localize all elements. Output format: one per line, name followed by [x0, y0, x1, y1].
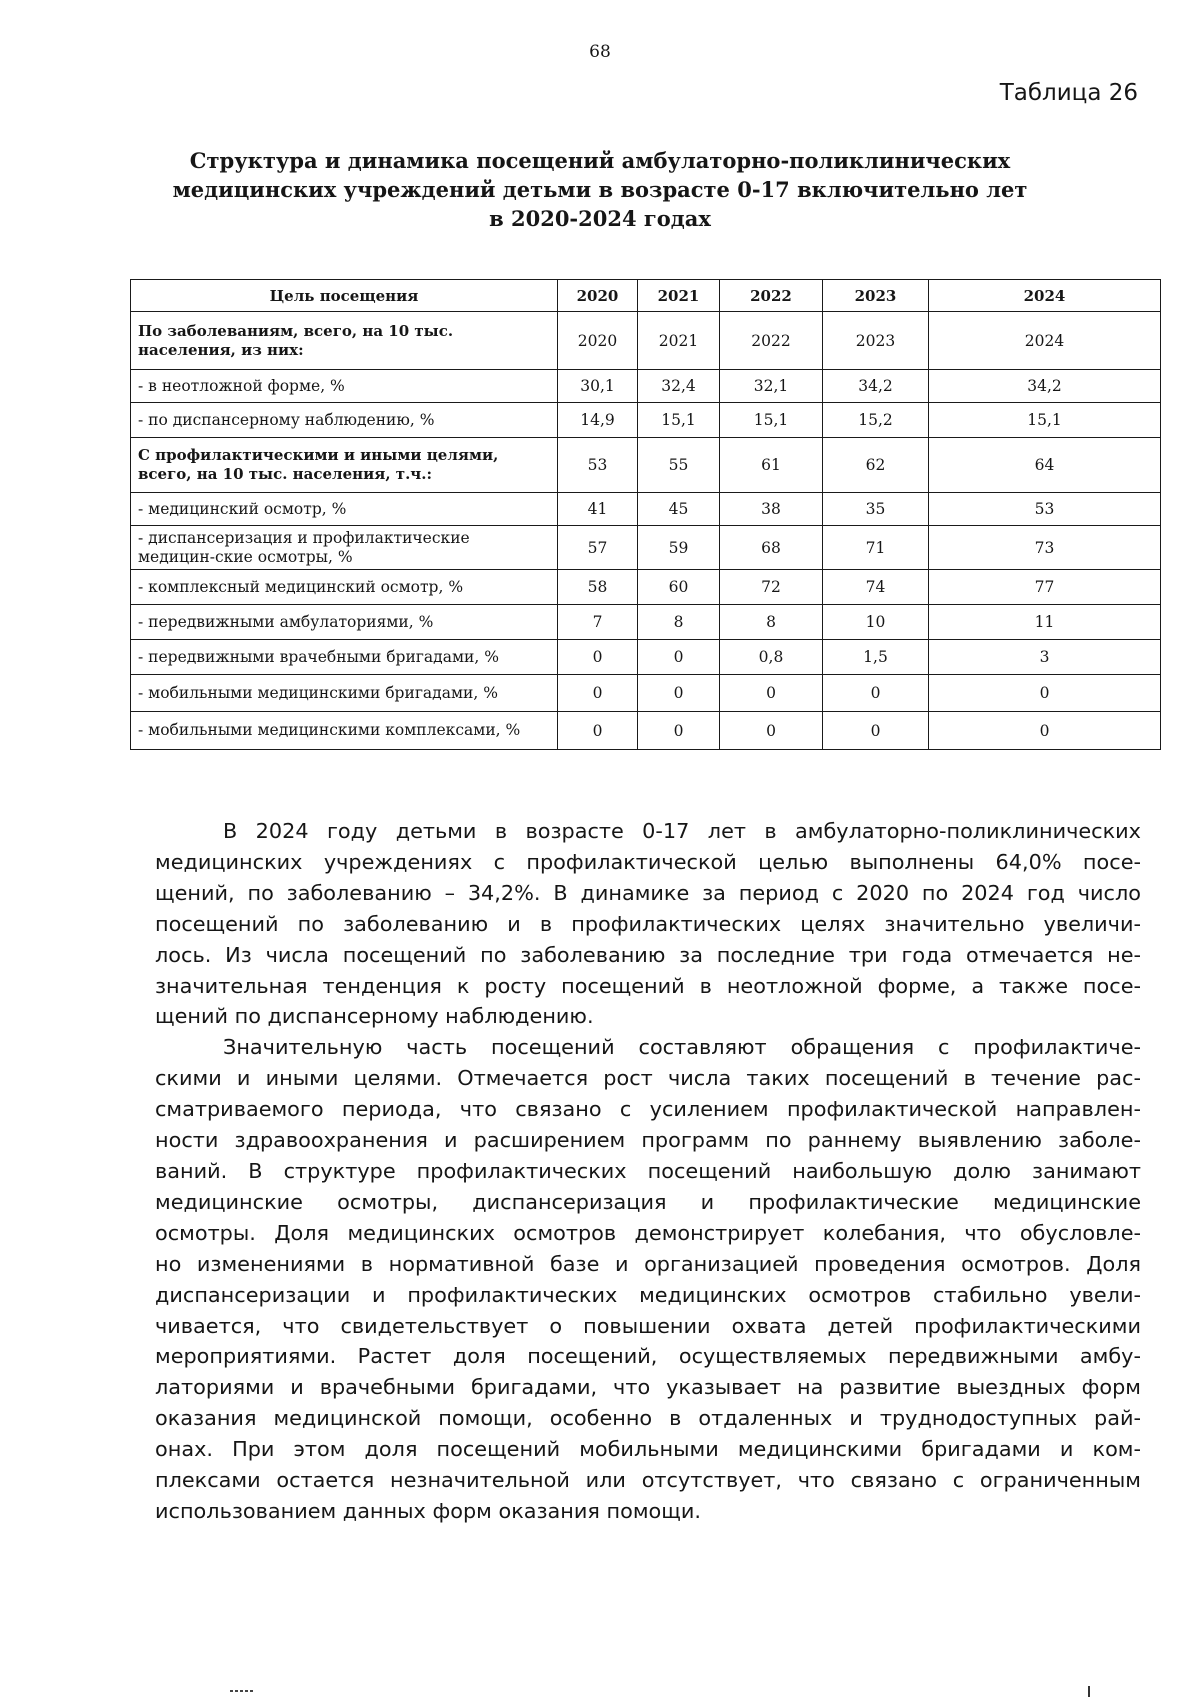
row-label: С профилактическими и иными целями, всего, на 10 тыс. населения, т.ч.: — [131, 438, 558, 493]
table-header-row — [131, 280, 1161, 312]
column-header-2021: 2021 — [638, 280, 720, 312]
cell-2021: 2021 — [638, 312, 720, 370]
footer-tick-mark — [1088, 1686, 1090, 1697]
text-line: диспансеризации и профилактических медицинских осмотров стабильно увели- — [155, 1282, 1141, 1307]
text-line: ности здравоохранения и расширением программ по раннему выявлению заболе- — [155, 1128, 1141, 1153]
cell-2024: 0 — [929, 712, 1161, 750]
table-row — [131, 312, 1161, 370]
title-line: в 2020-2024 годах — [489, 206, 711, 231]
cell-2021: 55 — [638, 438, 720, 493]
table-row — [131, 370, 1161, 403]
visits-table — [130, 279, 1161, 750]
text-line: осмотры. Доля медицинских осмотров демонстрирует колебания, что обусловле- — [155, 1220, 1141, 1245]
table-label: Таблица 26 — [999, 80, 1138, 106]
cell-2020: 0 — [558, 712, 638, 750]
cell-2021: 59 — [638, 526, 720, 570]
cell-2024: 64 — [929, 438, 1161, 493]
column-header-2020: 2020 — [558, 280, 638, 312]
cell-2020: 0 — [558, 675, 638, 712]
text-line: скими и иными целями. Отмечается рост числа таких посещений в течение рас- — [155, 1066, 1141, 1091]
cell-2021: 0 — [638, 640, 720, 675]
cell-2020: 53 — [558, 438, 638, 493]
table-row — [131, 438, 1161, 493]
cell-2020: 2020 — [558, 312, 638, 370]
cell-2022: 15,1 — [720, 403, 823, 438]
text-line: сматриваемого периода, что связано с усилением профилактической направлен- — [155, 1097, 1141, 1122]
cell-2022: 38 — [720, 493, 823, 526]
cell-2022: 32,1 — [720, 370, 823, 403]
text-line: значительная тенденция к росту посещений в неотложной форме, а также посе- — [155, 973, 1141, 998]
cell-2023: 62 — [823, 438, 929, 493]
cell-2022: 0,8 — [720, 640, 823, 675]
text-line: щений, по заболеванию – 34,2%. В динамике за период с 2020 по 2024 год число — [155, 880, 1141, 905]
row-label: - мобильными медицинскими бригадами, % — [131, 675, 558, 712]
cell-2021: 0 — [638, 675, 720, 712]
cell-2023: 1,5 — [823, 640, 929, 675]
cell-2020: 58 — [558, 570, 638, 605]
cell-2023: 35 — [823, 493, 929, 526]
row-label: - передвижными амбулаториями, % — [131, 605, 558, 640]
cell-2021: 32,4 — [638, 370, 720, 403]
body-text — [155, 816, 1141, 1527]
text-line: лось. Из числа посещений по заболеванию за последние три года отмечается не- — [155, 942, 1141, 967]
row-label: По заболеваниям, всего, на 10 тыс. населения, из них: — [131, 312, 558, 370]
table-row — [131, 526, 1161, 570]
row-label: - по диспансерному наблюдению, % — [131, 403, 558, 438]
title-line: Структура и динамика посещений амбулаторно-поликлинических — [189, 148, 1011, 173]
cell-2024: 34,2 — [929, 370, 1161, 403]
cell-2023: 74 — [823, 570, 929, 605]
cell-2020: 57 — [558, 526, 638, 570]
cell-2022: 2022 — [720, 312, 823, 370]
cell-2023: 15,2 — [823, 403, 929, 438]
cell-2024: 3 — [929, 640, 1161, 675]
table-row — [131, 605, 1161, 640]
cell-2024: 0 — [929, 675, 1161, 712]
text-line: Значительную часть посещений составляют обращения с профилактиче- — [223, 1035, 1141, 1060]
text-line: В 2024 году детьми в возрасте 0-17 лет в амбулаторно-поликлинических — [223, 819, 1141, 843]
column-header-2024: 2024 — [929, 280, 1161, 312]
column-header-2023: 2023 — [823, 280, 929, 312]
page-number: 68 — [589, 42, 611, 62]
text-line: но изменениями в нормативной базе и организацией проведения осмотров. Доля — [155, 1251, 1141, 1276]
cell-2024: 53 — [929, 493, 1161, 526]
text-line: ваний. В структуре профилактических посещений наибольшую долю занимают — [155, 1158, 1141, 1183]
text-line: плексами остается незначительной или отсутствует, что связано с ограниченным — [155, 1468, 1141, 1493]
text-line: использованием данных форм оказания помощи. — [155, 1498, 701, 1523]
text-line: латориями и врачебными бригадами, что указывает на развитие выездных форм — [155, 1375, 1141, 1400]
cell-2020: 7 — [558, 605, 638, 640]
cell-2024: 11 — [929, 605, 1161, 640]
table-row — [131, 712, 1161, 750]
text-line: мероприятиями. Растет доля посещений, осуществляемых передвижными амбу- — [155, 1344, 1141, 1369]
column-header-purpose: Цель посещения — [131, 280, 558, 312]
cell-2021: 8 — [638, 605, 720, 640]
text-line: щений по диспансерному наблюдению. — [155, 1004, 594, 1029]
title-line: медицинских учреждений детьми в возрасте 0-17 включительно лет — [172, 177, 1028, 202]
cell-2024: 2024 — [929, 312, 1161, 370]
cell-2024: 73 — [929, 526, 1161, 570]
cell-2021: 60 — [638, 570, 720, 605]
paragraph-2 — [155, 1032, 1141, 1527]
cell-2020: 41 — [558, 493, 638, 526]
cell-2023: 10 — [823, 605, 929, 640]
table-row — [131, 640, 1161, 675]
text-line: посещений по заболеванию и в профилактических целях значительно увеличи- — [155, 911, 1141, 936]
row-label: - мобильными медицинскими комплексами, % — [131, 712, 558, 750]
cell-2024: 15,1 — [929, 403, 1161, 438]
cell-2023: 0 — [823, 712, 929, 750]
cell-2020: 14,9 — [558, 403, 638, 438]
document-title — [130, 146, 1070, 233]
footer-scan-mark — [230, 1690, 254, 1692]
table-row — [131, 403, 1161, 438]
cell-2021: 0 — [638, 712, 720, 750]
row-label: - медицинский осмотр, % — [131, 493, 558, 526]
table-row — [131, 570, 1161, 605]
text-line: онах. При этом доля посещений мобильными медицинскими бригадами и ком- — [155, 1437, 1141, 1462]
paragraph-1 — [155, 816, 1141, 1032]
text-line: медицинских учреждениях с профилактической целью выполнены 64,0% посе- — [155, 849, 1141, 874]
cell-2023: 71 — [823, 526, 929, 570]
cell-2020: 30,1 — [558, 370, 638, 403]
cell-2021: 15,1 — [638, 403, 720, 438]
cell-2022: 0 — [720, 675, 823, 712]
cell-2023: 0 — [823, 675, 929, 712]
row-label: - в неотложной форме, % — [131, 370, 558, 403]
cell-2023: 34,2 — [823, 370, 929, 403]
cell-2022: 0 — [720, 712, 823, 750]
row-label: - комплексный медицинский осмотр, % — [131, 570, 558, 605]
cell-2022: 68 — [720, 526, 823, 570]
column-header-2022: 2022 — [720, 280, 823, 312]
row-label: - диспансеризация и профилактические медицин-ские осмотры, % — [131, 526, 558, 570]
text-line: медицинские осмотры, диспансеризация и профилактические медицинские — [155, 1189, 1141, 1214]
cell-2022: 61 — [720, 438, 823, 493]
text-line: оказания медицинской помощи, особенно в отдаленных и труднодоступных рай- — [155, 1406, 1141, 1431]
row-label: - передвижными врачебными бригадами, % — [131, 640, 558, 675]
cell-2023: 2023 — [823, 312, 929, 370]
cell-2024: 77 — [929, 570, 1161, 605]
table-row — [131, 675, 1161, 712]
cell-2021: 45 — [638, 493, 720, 526]
cell-2022: 72 — [720, 570, 823, 605]
cell-2020: 0 — [558, 640, 638, 675]
text-line: чивается, что свидетельствует о повышении охвата детей профилактическими — [155, 1313, 1141, 1338]
table-row — [131, 493, 1161, 526]
cell-2022: 8 — [720, 605, 823, 640]
